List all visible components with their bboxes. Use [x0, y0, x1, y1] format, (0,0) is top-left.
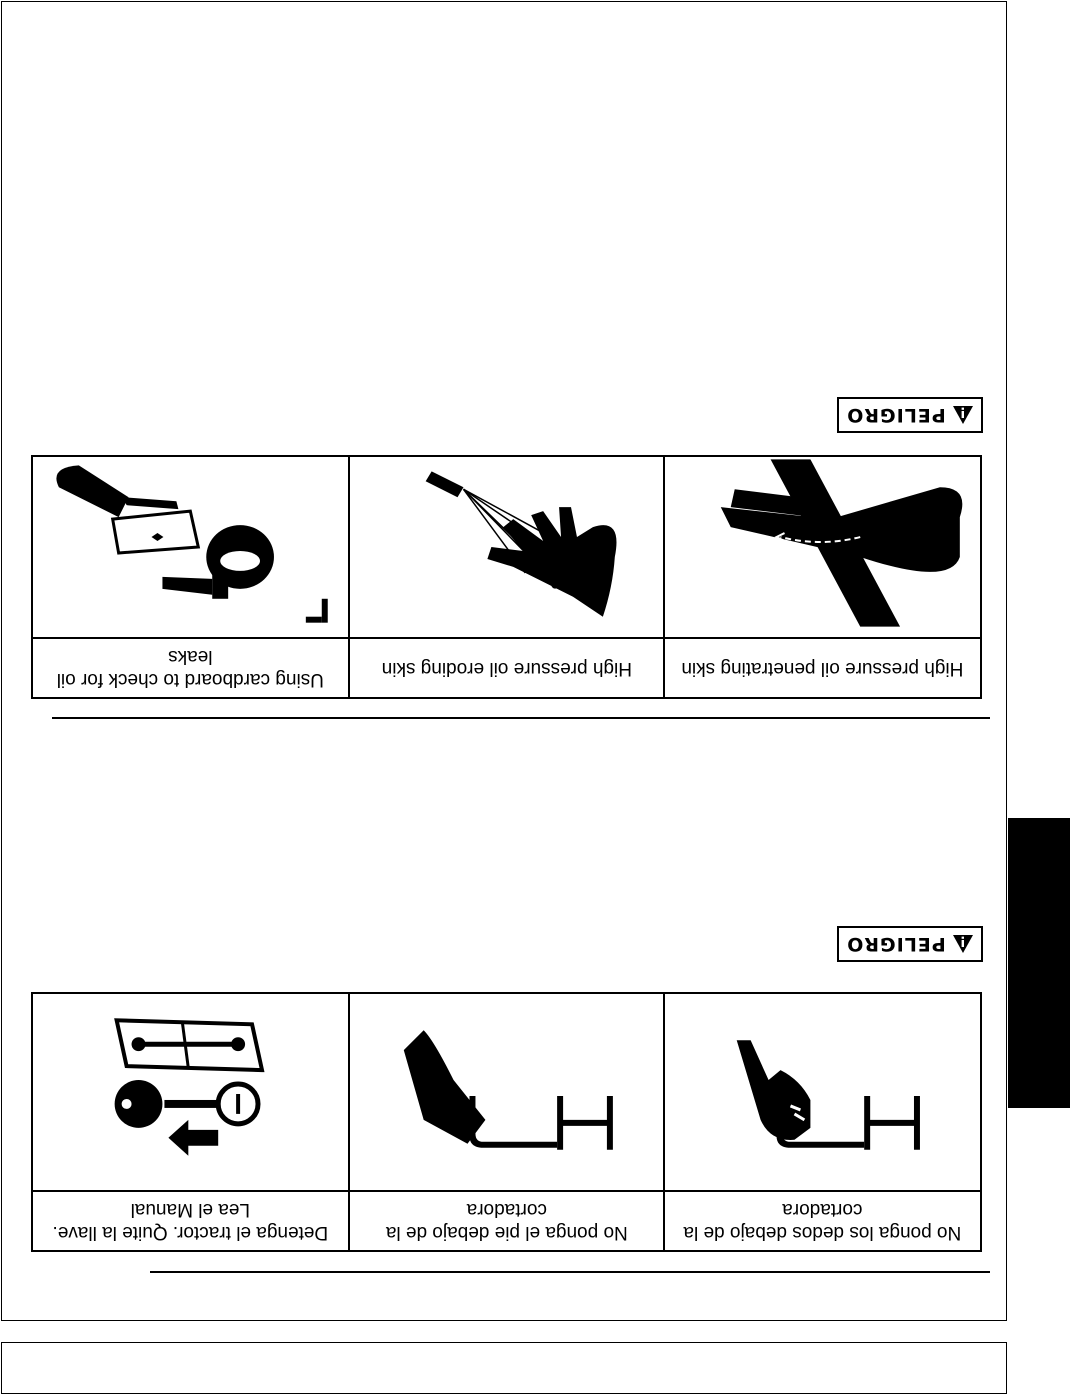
- foot-under-mower-icon: [350, 994, 664, 1190]
- danger-label: PELIGRO: [846, 404, 946, 426]
- caption-foot-under: No ponga el pie debajo de la cortadora: [349, 1191, 665, 1251]
- warning-triangle-icon: [952, 405, 974, 425]
- cardboard-leak-check-icon: [33, 457, 348, 637]
- warning-triangle-icon: [952, 934, 974, 954]
- danger-badge-top: [837, 397, 983, 433]
- divider-rule-top: [52, 717, 990, 719]
- key-and-manual-icon: [33, 994, 348, 1190]
- fingers-under-mower-icon: [665, 994, 980, 1190]
- caption-key-manual: Detenga el tractor. Quite la llave. Lea el Manual: [32, 1191, 349, 1251]
- hazard-table-oil: [31, 455, 982, 699]
- caption-fingers-under: No ponga los dedos debajo de la cortadora: [664, 1191, 981, 1251]
- danger-label: PELIGRO: [846, 933, 946, 955]
- caption-oil-penetrating: High pressure oil penetrating skin: [664, 638, 981, 698]
- panel-oil-penetrating: [664, 456, 981, 638]
- panel-key-manual: [32, 993, 349, 1191]
- caption-cardboard-check: Using cardboard to check for oil leaks: [32, 638, 349, 698]
- hazard-table-mower: [31, 992, 982, 1252]
- footer-box: [1, 1342, 1007, 1394]
- section-side-tab: [1008, 818, 1070, 1108]
- panel-foot-under: [349, 993, 665, 1191]
- panel-oil-eroding: [349, 456, 665, 638]
- divider-rule-bottom: [150, 1271, 990, 1273]
- oil-eroding-skin-icon: [350, 457, 664, 637]
- oil-penetrating-skin-icon: [665, 457, 980, 637]
- danger-badge-bottom: [837, 926, 983, 962]
- caption-oil-eroding: High pressure oil eroding skin: [349, 638, 665, 698]
- panel-fingers-under: [664, 993, 981, 1191]
- panel-cardboard-check: [32, 456, 349, 638]
